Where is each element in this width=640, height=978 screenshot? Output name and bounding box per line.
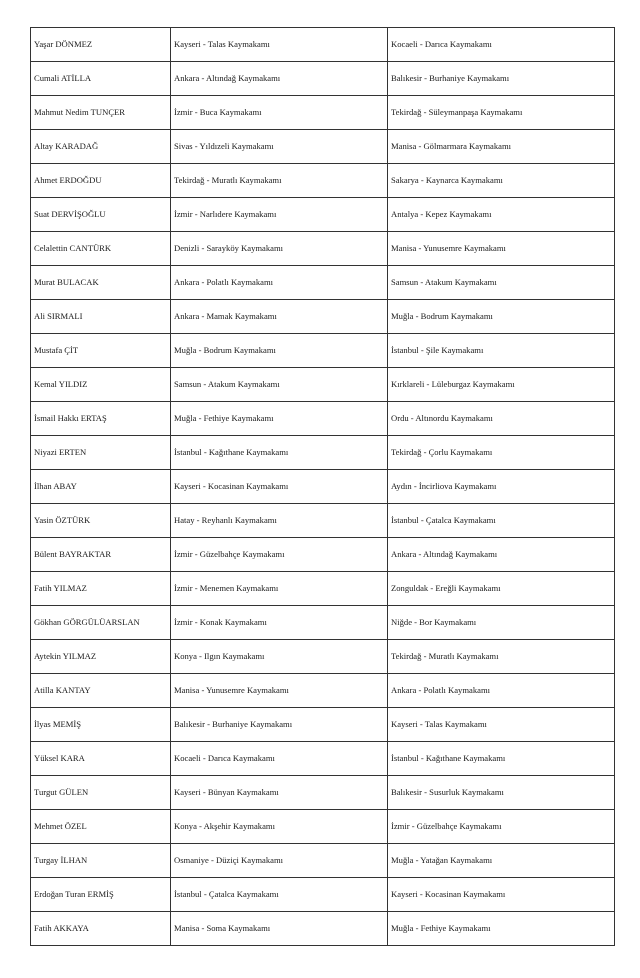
new-post-cell: Ordu - Altınordu Kaymakamı — [388, 402, 615, 436]
table-row — [31, 776, 615, 810]
table-row — [31, 334, 615, 368]
new-post-cell: Tekirdağ - Süleymanpaşa Kaymakamı — [388, 96, 615, 130]
new-post-cell: Tekirdağ - Çorlu Kaymakamı — [388, 436, 615, 470]
name-cell: İlyas MEMİŞ — [31, 708, 171, 742]
name-cell: Bülent BAYRAKTAR — [31, 538, 171, 572]
new-post-cell: Kayseri - Kocasinan Kaymakamı — [388, 878, 615, 912]
new-post-cell: Antalya - Kepez Kaymakamı — [388, 198, 615, 232]
previous-post-cell: Kayseri - Talas Kaymakamı — [171, 28, 388, 62]
previous-post-cell: İzmir - Menemen Kaymakamı — [171, 572, 388, 606]
previous-post-cell: Osmaniye - Düziçi Kaymakamı — [171, 844, 388, 878]
table-row — [31, 504, 615, 538]
new-post-cell: Zonguldak - Ereğli Kaymakamı — [388, 572, 615, 606]
name-cell: Turgut GÜLEN — [31, 776, 171, 810]
table-row — [31, 674, 615, 708]
previous-post-cell: Tekirdağ - Muratlı Kaymakamı — [171, 164, 388, 198]
previous-post-cell: Denizli - Sarayköy Kaymakamı — [171, 232, 388, 266]
previous-post-cell: Muğla - Fethiye Kaymakamı — [171, 402, 388, 436]
name-cell: Suat DERVİŞOĞLU — [31, 198, 171, 232]
new-post-cell: İstanbul - Şile Kaymakamı — [388, 334, 615, 368]
new-post-cell: Kocaeli - Darıca Kaymakamı — [388, 28, 615, 62]
new-post-cell: İstanbul - Kağıthane Kaymakamı — [388, 742, 615, 776]
name-cell: Kemal YILDIZ — [31, 368, 171, 402]
name-cell: Yüksel KARA — [31, 742, 171, 776]
previous-post-cell: Konya - Akşehir Kaymakamı — [171, 810, 388, 844]
new-post-cell: Aydın - İncirliova Kaymakamı — [388, 470, 615, 504]
appointment-table-body — [31, 28, 615, 946]
name-cell: Celalettin CANTÜRK — [31, 232, 171, 266]
appointment-table — [30, 27, 615, 946]
name-cell: Ahmet ERDOĞDU — [31, 164, 171, 198]
new-post-cell: Kayseri - Talas Kaymakamı — [388, 708, 615, 742]
previous-post-cell: Ankara - Polatlı Kaymakamı — [171, 266, 388, 300]
previous-post-cell: Konya - Ilgın Kaymakamı — [171, 640, 388, 674]
name-cell: Fatih YILMAZ — [31, 572, 171, 606]
table-row — [31, 164, 615, 198]
table-row — [31, 640, 615, 674]
name-cell: Aytekin YILMAZ — [31, 640, 171, 674]
previous-post-cell: Samsun - Atakum Kaymakamı — [171, 368, 388, 402]
table-row — [31, 96, 615, 130]
previous-post-cell: İstanbul - Kağıthane Kaymakamı — [171, 436, 388, 470]
previous-post-cell: Manisa - Yunusemre Kaymakamı — [171, 674, 388, 708]
previous-post-cell: Sivas - Yıldızeli Kaymakamı — [171, 130, 388, 164]
name-cell: Gökhan GÖRGÜLÜARSLAN — [31, 606, 171, 640]
table-row — [31, 742, 615, 776]
name-cell: Yasin ÖZTÜRK — [31, 504, 171, 538]
new-post-cell: Manisa - Gölmarmara Kaymakamı — [388, 130, 615, 164]
new-post-cell: İzmir - Güzelbahçe Kaymakamı — [388, 810, 615, 844]
table-row — [31, 300, 615, 334]
previous-post-cell: Hatay - Reyhanlı Kaymakamı — [171, 504, 388, 538]
table-row — [31, 402, 615, 436]
name-cell: Fatih AKKAYA — [31, 912, 171, 946]
previous-post-cell: Manisa - Soma Kaymakamı — [171, 912, 388, 946]
name-cell: Turgay İLHAN — [31, 844, 171, 878]
new-post-cell: Tekirdağ - Muratlı Kaymakamı — [388, 640, 615, 674]
table-row — [31, 572, 615, 606]
table-row — [31, 912, 615, 946]
table-row — [31, 606, 615, 640]
new-post-cell: Balıkesir - Burhaniye Kaymakamı — [388, 62, 615, 96]
table-row — [31, 436, 615, 470]
table-row — [31, 198, 615, 232]
table-row — [31, 810, 615, 844]
table-row — [31, 878, 615, 912]
table-row — [31, 130, 615, 164]
document-page — [30, 27, 614, 946]
new-post-cell: Muğla - Fethiye Kaymakamı — [388, 912, 615, 946]
name-cell: Mehmet ÖZEL — [31, 810, 171, 844]
new-post-cell: Muğla - Yatağan Kaymakamı — [388, 844, 615, 878]
name-cell: Atilla KANTAY — [31, 674, 171, 708]
table-row — [31, 538, 615, 572]
name-cell: Mahmut Nedim TUNÇER — [31, 96, 171, 130]
previous-post-cell: Ankara - Mamak Kaymakamı — [171, 300, 388, 334]
name-cell: Cumali ATİLLA — [31, 62, 171, 96]
new-post-cell: Kırklareli - Lüleburgaz Kaymakamı — [388, 368, 615, 402]
previous-post-cell: İzmir - Konak Kaymakamı — [171, 606, 388, 640]
new-post-cell: İstanbul - Çatalca Kaymakamı — [388, 504, 615, 538]
name-cell: İlhan ABAY — [31, 470, 171, 504]
new-post-cell: Niğde - Bor Kaymakamı — [388, 606, 615, 640]
name-cell: İsmail Hakkı ERTAŞ — [31, 402, 171, 436]
new-post-cell: Sakarya - Kaynarca Kaymakamı — [388, 164, 615, 198]
table-row — [31, 232, 615, 266]
table-row — [31, 62, 615, 96]
table-row — [31, 470, 615, 504]
previous-post-cell: Ankara - Altındağ Kaymakamı — [171, 62, 388, 96]
table-row — [31, 28, 615, 62]
table-row — [31, 844, 615, 878]
previous-post-cell: Kayseri - Bünyan Kaymakamı — [171, 776, 388, 810]
table-row — [31, 266, 615, 300]
name-cell: Murat BULACAK — [31, 266, 171, 300]
new-post-cell: Muğla - Bodrum Kaymakamı — [388, 300, 615, 334]
name-cell: Ali SIRMALI — [31, 300, 171, 334]
previous-post-cell: İstanbul - Çatalca Kaymakamı — [171, 878, 388, 912]
previous-post-cell: İzmir - Buca Kaymakamı — [171, 96, 388, 130]
name-cell: Altay KARADAĞ — [31, 130, 171, 164]
new-post-cell: Ankara - Polatlı Kaymakamı — [388, 674, 615, 708]
name-cell: Yaşar DÖNMEZ — [31, 28, 171, 62]
previous-post-cell: İzmir - Güzelbahçe Kaymakamı — [171, 538, 388, 572]
previous-post-cell: Muğla - Bodrum Kaymakamı — [171, 334, 388, 368]
previous-post-cell: Kocaeli - Darıca Kaymakamı — [171, 742, 388, 776]
previous-post-cell: İzmir - Narlıdere Kaymakamı — [171, 198, 388, 232]
name-cell: Erdoğan Turan ERMİŞ — [31, 878, 171, 912]
previous-post-cell: Balıkesir - Burhaniye Kaymakamı — [171, 708, 388, 742]
new-post-cell: Manisa - Yunusemre Kaymakamı — [388, 232, 615, 266]
name-cell: Niyazi ERTEN — [31, 436, 171, 470]
new-post-cell: Ankara - Altındağ Kaymakamı — [388, 538, 615, 572]
new-post-cell: Samsun - Atakum Kaymakamı — [388, 266, 615, 300]
table-row — [31, 368, 615, 402]
new-post-cell: Balıkesir - Susurluk Kaymakamı — [388, 776, 615, 810]
name-cell: Mustafa ÇİT — [31, 334, 171, 368]
previous-post-cell: Kayseri - Kocasinan Kaymakamı — [171, 470, 388, 504]
table-row — [31, 708, 615, 742]
